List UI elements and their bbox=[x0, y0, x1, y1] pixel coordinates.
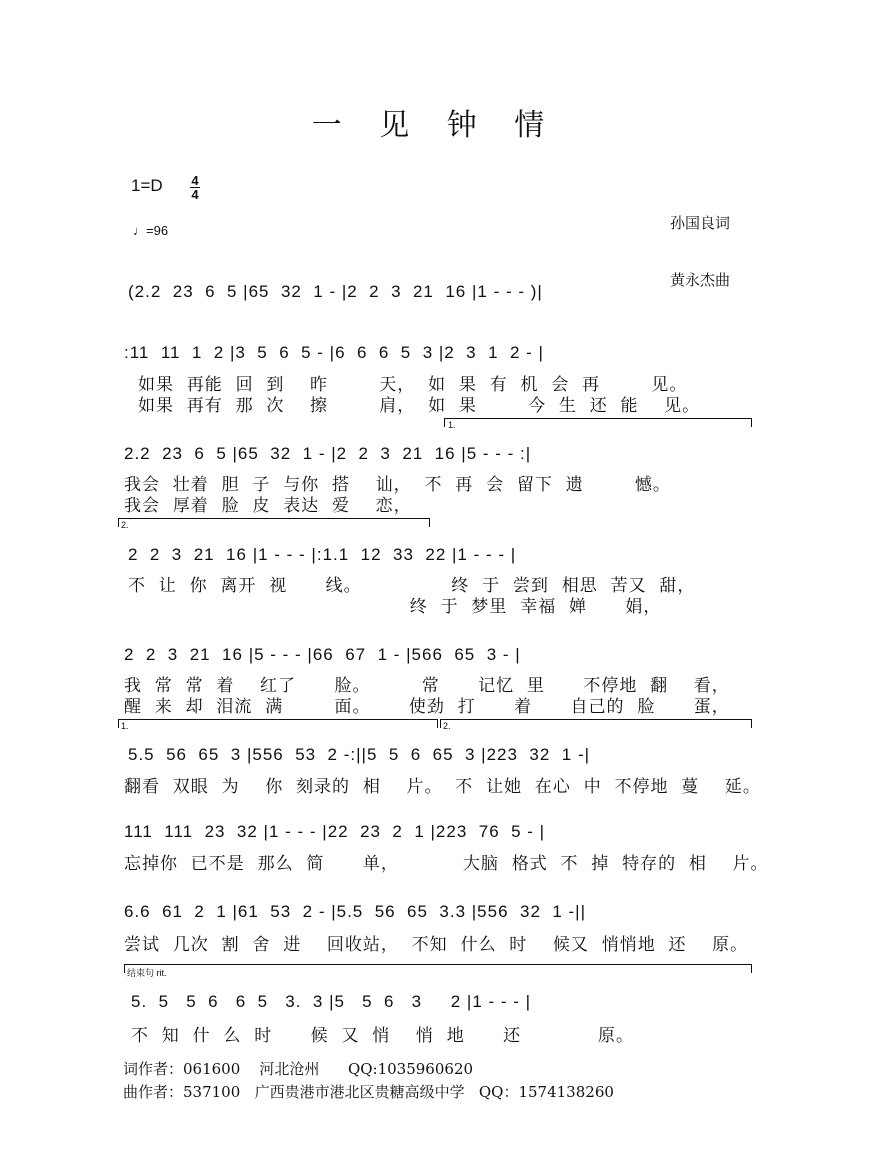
time-top: 4 bbox=[191, 173, 199, 188]
key-signature: 1=D bbox=[131, 176, 163, 195]
first-ending-bracket-2 bbox=[118, 719, 438, 728]
system-1-notes: (2.2 23 6 5 |65 32 1 - |2 2 3 21 16 |1 - - - )| bbox=[128, 282, 543, 301]
system-9-lyric-1: 不 知 什 么 时 候 又 悄 悄 地 还 原。 bbox=[131, 1026, 634, 1046]
second-ending-bracket-2 bbox=[440, 719, 752, 728]
system-5-notes: 2 2 3 21 16 |5 - - - |66 67 1 - |566 65 3 - | bbox=[124, 645, 521, 664]
lyricist-contact: 词作者：061600 河北沧州 QQ:1035960620 bbox=[123, 1060, 474, 1078]
system-2-lyric-1: 如果 再能 回 到 昨 天， 如 果 有 机 会 再 见。 bbox=[138, 375, 688, 395]
system-8-lyric-1: 尝试 几次 割 舍 进 回收站， 不知 什么 时 候又 悄悄地 还 原。 bbox=[124, 935, 749, 955]
system-7-lyric-1: 忘掉你 已不是 那么 简 单， 大脑 格式 不 掉 特存的 相 片。 bbox=[124, 854, 769, 874]
system-2-notes: :11 11 1 2 |3 5 6 5 - |6 6 6 5 3 |2 3 1 2 - | bbox=[124, 343, 544, 362]
system-2-lyric-2: 如果 再有 那 次 擦 肩， 如 果 今 生 还 能 见。 bbox=[138, 396, 701, 416]
time-signature bbox=[189, 174, 201, 201]
first-ending-label-2: 1. bbox=[121, 721, 129, 731]
second-ending-label: 2. bbox=[121, 520, 129, 530]
system-6-lyric-1: 翻看 双眼 为 你 刻录的 相 片。 不 让她 在心 中 不停地 蔓 延。 bbox=[124, 777, 761, 797]
composer-credit: 黄永杰曲 bbox=[670, 271, 731, 289]
system-5-lyric-1: 我 常 常 着 红了 脸。 常 记忆 里 不停地 翻 看， bbox=[124, 676, 730, 696]
time-bottom: 4 bbox=[191, 187, 199, 202]
system-4-lyric-1: 不 让 你 离开 视 线。 终 于 尝到 相思 苦又 甜， bbox=[128, 576, 696, 596]
system-9-notes: 5. 5 5 6 6 5 3. 3 |5 5 6 3 2 |1 - - - | bbox=[131, 992, 532, 1011]
ending-bracket bbox=[124, 964, 752, 973]
system-4-notes: 2 2 3 21 16 |1 - - - |:1.1 12 33 22 |1 - - - | bbox=[128, 545, 517, 564]
second-ending-bracket bbox=[118, 518, 430, 527]
system-3-lyric-2: 我会 厚着 脸 皮 表达 爱 恋， bbox=[124, 496, 412, 516]
lyricist-credit: 孙国良词 bbox=[670, 214, 731, 232]
system-6-notes: 5.5 56 65 3 |556 53 2 -:||5 5 6 65 3 |223 32 1 -| bbox=[128, 745, 591, 764]
system-5-lyric-2: 醒 来 却 泪流 满 面。 使劲 打 着 自己的 脸 蛋， bbox=[124, 697, 730, 717]
system-3-lyric-1: 我会 壮着 胆 子 与你 搭 讪， 不 再 会 留下 遗 憾。 bbox=[124, 475, 671, 495]
second-ending-label-2: 2. bbox=[443, 721, 451, 731]
system-7-notes: 111 111 23 32 |1 - - - |22 23 2 1 |223 76 5 - | bbox=[124, 822, 546, 841]
system-4-lyric-2: 终 于 梦里 幸福 婵 娟， bbox=[128, 597, 662, 617]
system-3-notes: 2.2 23 6 5 |65 32 1 - |2 2 3 21 16 |5 - - - :| bbox=[124, 444, 532, 463]
first-ending-label: 1. bbox=[448, 420, 456, 430]
tempo-marking: ♩=96 bbox=[133, 223, 169, 238]
credits bbox=[670, 176, 730, 309]
system-8-notes: 6.6 61 2 1 |61 53 2 - |5.5 56 65 3.3 |556 32 1 -|| bbox=[124, 902, 587, 921]
ending-label: 结束句 rit. bbox=[127, 968, 167, 978]
composer-contact: 曲作者：537100 广西贵港市港北区贵糖高级中学 QQ：1574138260 bbox=[123, 1083, 614, 1101]
song-title: 一 见 钟 情 bbox=[311, 108, 559, 143]
first-ending-bracket bbox=[444, 418, 752, 427]
